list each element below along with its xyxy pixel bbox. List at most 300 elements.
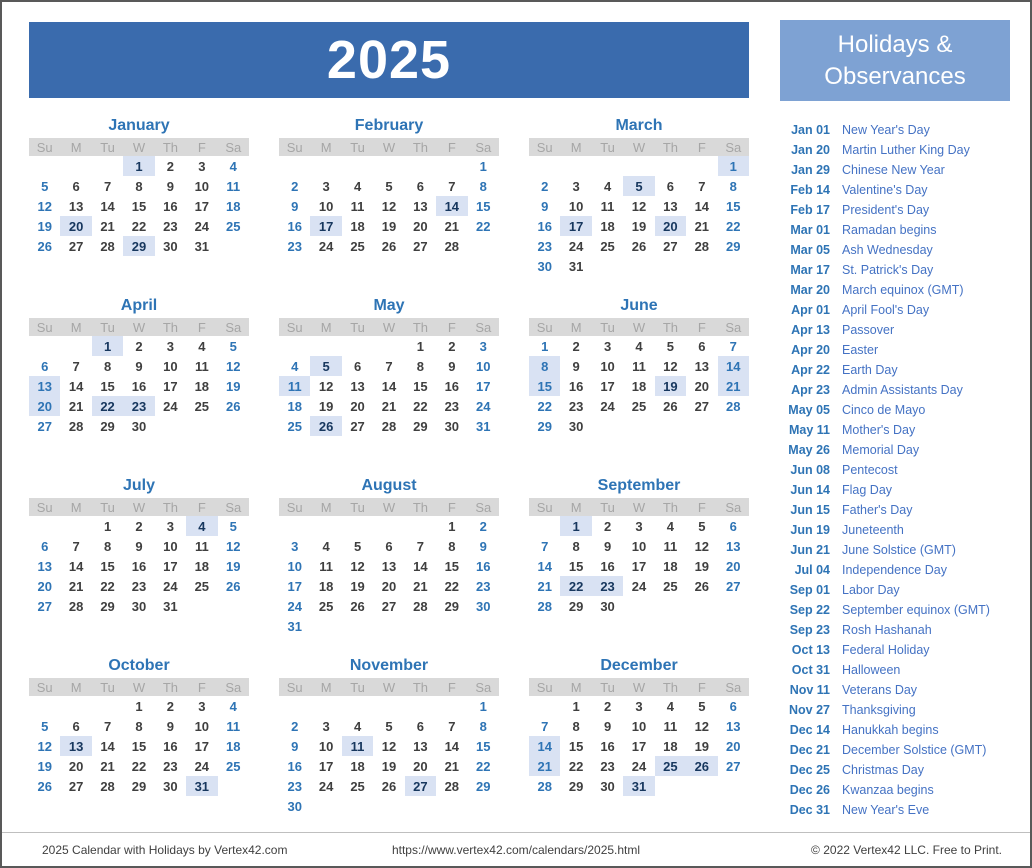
day-cell: 31 bbox=[623, 776, 654, 796]
day-cell-empty bbox=[592, 416, 623, 436]
day-cell: 8 bbox=[135, 718, 143, 734]
holiday-date: Jan 20 bbox=[791, 143, 830, 157]
footer-credit: 2025 Calendar with Holidays by Vertex42.com bbox=[42, 842, 288, 857]
day-cell: 12 bbox=[381, 738, 397, 754]
day-cell: 21 bbox=[537, 578, 552, 594]
day-cell: 31 bbox=[194, 238, 210, 254]
day-cell: 11 bbox=[319, 558, 333, 574]
day-cell: 25 bbox=[655, 756, 686, 776]
holiday-name: New Year's Eve bbox=[842, 803, 930, 817]
day-header: Su bbox=[529, 138, 560, 156]
day-cell: 2 bbox=[166, 158, 175, 174]
day-cell: 26 bbox=[686, 756, 717, 776]
day-cell: 30 bbox=[600, 778, 615, 794]
day-cell: 22 bbox=[476, 218, 491, 234]
day-header: M bbox=[560, 498, 591, 516]
holiday-date: Mar 17 bbox=[790, 263, 830, 277]
day-cell: 2 bbox=[541, 178, 549, 194]
day-cell: 22 bbox=[131, 758, 147, 774]
day-cell: 20 bbox=[413, 218, 428, 234]
day-cell: 29 bbox=[537, 418, 552, 434]
day-cell-empty bbox=[623, 596, 654, 616]
day-cell: 21 bbox=[100, 218, 115, 234]
day-cell: 9 bbox=[166, 178, 175, 194]
day-cell: 26 bbox=[381, 778, 397, 794]
day-header: F bbox=[186, 498, 217, 516]
day-cell: 7 bbox=[416, 538, 425, 554]
day-cell-empty bbox=[529, 696, 560, 716]
day-header: F bbox=[186, 318, 217, 336]
day-header: Tu bbox=[92, 318, 123, 336]
day-cell: 7 bbox=[698, 178, 706, 194]
months-grid bbox=[29, 114, 749, 834]
day-cell: 14 bbox=[529, 736, 560, 756]
holiday-row bbox=[781, 160, 1021, 180]
day-header: Sa bbox=[468, 678, 499, 696]
day-cell: 6 bbox=[72, 718, 80, 734]
day-cell: 25 bbox=[226, 218, 241, 234]
holiday-date: Dec 26 bbox=[789, 783, 830, 797]
day-cell: 1 bbox=[448, 518, 456, 534]
day-cell: 22 bbox=[568, 758, 584, 774]
day-cell-empty bbox=[29, 156, 60, 176]
day-cell: 3 bbox=[572, 178, 580, 194]
day-cell-empty bbox=[436, 616, 467, 636]
day-cell: 20 bbox=[68, 758, 84, 774]
day-cell: 7 bbox=[448, 178, 456, 194]
day-cell: 25 bbox=[194, 398, 210, 414]
day-cell: 19 bbox=[318, 398, 334, 414]
day-cell: 16 bbox=[537, 218, 552, 234]
day-cell: 24 bbox=[318, 238, 334, 254]
day-cell-empty bbox=[186, 596, 217, 616]
day-cell: 17 bbox=[163, 378, 178, 394]
day-cell: 18 bbox=[663, 558, 678, 574]
holiday-row bbox=[781, 140, 1021, 160]
day-cell: 26 bbox=[694, 578, 710, 594]
month-title: January bbox=[108, 117, 170, 134]
day-cell: 24 bbox=[631, 758, 647, 774]
month-february bbox=[279, 114, 499, 294]
holiday-row bbox=[781, 300, 1021, 320]
day-header: W bbox=[373, 498, 404, 516]
day-cell: 4 bbox=[229, 158, 237, 174]
day-header: Sa bbox=[218, 318, 249, 336]
day-cell: 18 bbox=[350, 218, 365, 234]
day-cell: 31 bbox=[568, 258, 584, 274]
day-cell-empty bbox=[60, 516, 91, 536]
day-cell: 4 bbox=[635, 338, 643, 354]
day-cell: 19 bbox=[631, 218, 647, 234]
day-cell: 16 bbox=[600, 738, 615, 754]
holiday-name: Easter bbox=[842, 343, 879, 357]
day-header: Th bbox=[155, 318, 186, 336]
day-cell: 13 bbox=[381, 558, 397, 574]
holiday-list bbox=[781, 120, 1021, 820]
month-title: July bbox=[122, 477, 155, 494]
day-cell: 27 bbox=[726, 578, 741, 594]
day-cell: 5 bbox=[229, 338, 237, 354]
day-cell: 24 bbox=[194, 218, 210, 234]
holiday-row bbox=[781, 620, 1021, 640]
day-cell-empty bbox=[623, 156, 654, 176]
month-august bbox=[279, 474, 499, 654]
holiday-name: June Solstice (GMT) bbox=[842, 543, 956, 557]
day-cell: 8 bbox=[416, 358, 425, 374]
day-header: Su bbox=[529, 498, 560, 516]
day-cell: 2 bbox=[448, 338, 456, 354]
holiday-name: Memorial Day bbox=[842, 443, 920, 457]
day-cell: 22 bbox=[537, 398, 552, 414]
day-cell: 15 bbox=[476, 738, 491, 754]
month-grid bbox=[29, 318, 249, 436]
holiday-date: Oct 13 bbox=[791, 643, 830, 657]
day-header: Su bbox=[279, 678, 310, 696]
day-header: M bbox=[60, 318, 91, 336]
day-cell: 25 bbox=[287, 418, 302, 434]
day-header: Th bbox=[155, 678, 186, 696]
holiday-date: May 26 bbox=[788, 443, 830, 457]
day-cell: 20 bbox=[29, 396, 60, 416]
day-cell: 10 bbox=[163, 358, 178, 374]
day-cell: 23 bbox=[568, 398, 584, 414]
day-header: Tu bbox=[342, 138, 373, 156]
holiday-name: Halloween bbox=[842, 663, 901, 677]
day-header: Tu bbox=[342, 678, 373, 696]
holiday-date: Dec 25 bbox=[789, 763, 830, 777]
month-grid bbox=[529, 138, 749, 276]
month-grid bbox=[29, 138, 249, 256]
day-cell: 10 bbox=[318, 738, 334, 754]
day-cell-empty bbox=[718, 256, 749, 276]
holiday-row bbox=[781, 660, 1021, 680]
day-cell: 14 bbox=[436, 196, 467, 216]
holiday-row bbox=[781, 120, 1021, 140]
holiday-name: Hanukkah begins bbox=[842, 723, 939, 737]
day-header: Th bbox=[405, 138, 436, 156]
day-header: F bbox=[686, 678, 717, 696]
holiday-date: Apr 22 bbox=[791, 363, 830, 377]
holiday-name: Veterans Day bbox=[842, 683, 918, 697]
day-cell: 31 bbox=[186, 776, 217, 796]
holiday-name: President's Day bbox=[842, 203, 930, 217]
day-cell-empty bbox=[655, 156, 686, 176]
holiday-row bbox=[781, 380, 1021, 400]
day-cell: 16 bbox=[287, 758, 302, 774]
day-cell: 5 bbox=[666, 338, 675, 354]
day-cell-empty bbox=[218, 596, 249, 616]
day-cell-empty bbox=[342, 516, 373, 536]
day-header: Th bbox=[155, 138, 186, 156]
day-cell: 7 bbox=[72, 538, 80, 554]
day-cell-empty bbox=[29, 516, 60, 536]
day-cell: 13 bbox=[694, 358, 710, 374]
day-cell-empty bbox=[310, 616, 341, 636]
day-cell: 20 bbox=[413, 758, 428, 774]
day-cell: 17 bbox=[631, 738, 647, 754]
day-cell: 27 bbox=[381, 598, 397, 614]
day-cell: 18 bbox=[350, 758, 365, 774]
day-cell: 8 bbox=[729, 178, 737, 194]
day-cell: 15 bbox=[131, 738, 147, 754]
holiday-row bbox=[781, 340, 1021, 360]
month-november bbox=[279, 654, 499, 834]
day-cell: 30 bbox=[444, 418, 460, 434]
holiday-name: Ramadan begins bbox=[842, 223, 937, 237]
year-banner bbox=[29, 22, 749, 98]
day-cell: 24 bbox=[163, 398, 178, 414]
day-header: Su bbox=[279, 138, 310, 156]
holiday-row bbox=[781, 700, 1021, 720]
day-cell: 21 bbox=[694, 218, 710, 234]
day-cell: 3 bbox=[291, 538, 299, 554]
day-header: M bbox=[560, 138, 591, 156]
day-cell: 30 bbox=[537, 258, 552, 274]
day-cell: 5 bbox=[41, 178, 49, 194]
day-cell: 4 bbox=[322, 538, 330, 554]
holiday-name: Thanksgiving bbox=[842, 703, 916, 717]
day-cell: 18 bbox=[226, 198, 241, 214]
holiday-row bbox=[781, 280, 1021, 300]
day-cell: 30 bbox=[131, 418, 147, 434]
day-cell: 12 bbox=[37, 738, 52, 754]
day-cell-empty bbox=[560, 156, 591, 176]
holiday-date: Dec 14 bbox=[789, 723, 830, 737]
day-cell: 25 bbox=[194, 578, 210, 594]
day-cell: 18 bbox=[318, 578, 334, 594]
day-header: Sa bbox=[218, 498, 249, 516]
day-cell: 16 bbox=[131, 378, 147, 394]
day-header: W bbox=[123, 318, 154, 336]
day-header: Th bbox=[655, 678, 686, 696]
day-cell-empty bbox=[718, 416, 749, 436]
day-cell: 16 bbox=[131, 558, 147, 574]
day-cell: 27 bbox=[68, 778, 84, 794]
day-cell-empty bbox=[279, 696, 310, 716]
holiday-row bbox=[781, 740, 1021, 760]
month-title: November bbox=[349, 657, 429, 674]
day-header: Tu bbox=[592, 498, 623, 516]
day-cell: 14 bbox=[68, 378, 84, 394]
holiday-date: Sep 22 bbox=[789, 603, 830, 617]
day-cell: 18 bbox=[226, 738, 241, 754]
day-cell: 27 bbox=[37, 418, 52, 434]
day-cell: 7 bbox=[103, 178, 112, 194]
day-header: Tu bbox=[92, 138, 123, 156]
day-cell: 27 bbox=[405, 776, 436, 796]
day-cell-empty bbox=[92, 156, 123, 176]
holiday-name: Chinese New Year bbox=[842, 163, 945, 177]
day-cell-empty bbox=[468, 796, 499, 816]
day-cell: 28 bbox=[444, 778, 460, 794]
day-cell: 25 bbox=[350, 238, 365, 254]
day-cell: 9 bbox=[291, 738, 299, 754]
day-cell: 14 bbox=[694, 198, 710, 214]
day-cell: 9 bbox=[541, 198, 549, 214]
day-cell-empty bbox=[186, 416, 217, 436]
day-cell: 5 bbox=[623, 176, 654, 196]
day-cell-empty bbox=[686, 596, 717, 616]
month-december bbox=[529, 654, 749, 834]
day-cell: 20 bbox=[694, 378, 710, 394]
day-cell: 24 bbox=[600, 398, 615, 414]
day-cell: 26 bbox=[226, 578, 241, 594]
day-cell: 6 bbox=[41, 538, 49, 554]
month-october bbox=[29, 654, 249, 834]
holiday-row bbox=[781, 560, 1021, 580]
day-cell: 5 bbox=[385, 718, 393, 734]
day-header: W bbox=[123, 138, 154, 156]
day-cell-empty bbox=[436, 796, 467, 816]
day-cell: 4 bbox=[603, 178, 612, 194]
day-cell-empty bbox=[155, 416, 186, 436]
month-title: October bbox=[108, 657, 170, 674]
month-title: September bbox=[597, 477, 681, 494]
day-cell: 22 bbox=[560, 576, 591, 596]
day-cell: 1 bbox=[479, 698, 487, 714]
day-header: F bbox=[436, 498, 467, 516]
day-cell: 17 bbox=[318, 758, 334, 774]
holiday-date: Apr 20 bbox=[791, 343, 830, 357]
holiday-date: Apr 13 bbox=[791, 323, 830, 337]
day-cell: 20 bbox=[381, 578, 397, 594]
day-cell: 9 bbox=[572, 358, 580, 374]
day-cell: 21 bbox=[413, 578, 428, 594]
day-header: Su bbox=[279, 498, 310, 516]
day-cell-empty bbox=[529, 156, 560, 176]
holiday-row bbox=[781, 240, 1021, 260]
day-cell: 24 bbox=[194, 758, 210, 774]
day-cell-empty bbox=[218, 416, 249, 436]
day-cell: 7 bbox=[72, 358, 80, 374]
day-cell: 14 bbox=[100, 738, 115, 754]
day-cell: 11 bbox=[350, 198, 365, 214]
day-cell: 1 bbox=[718, 156, 749, 176]
day-header: W bbox=[373, 318, 404, 336]
day-cell: 15 bbox=[444, 558, 460, 574]
day-cell: 14 bbox=[444, 738, 460, 754]
day-header: W bbox=[623, 138, 654, 156]
day-cell: 3 bbox=[198, 158, 206, 174]
day-header: Su bbox=[29, 318, 60, 336]
day-cell: 17 bbox=[600, 378, 615, 394]
day-cell: 11 bbox=[632, 358, 646, 374]
day-cell: 6 bbox=[353, 358, 362, 374]
day-cell-empty bbox=[342, 696, 373, 716]
day-header: Su bbox=[29, 678, 60, 696]
month-grid bbox=[529, 318, 749, 436]
holiday-date: Jun 08 bbox=[790, 463, 830, 477]
holiday-name: Mother's Day bbox=[842, 423, 916, 437]
holiday-row bbox=[781, 320, 1021, 340]
day-cell: 30 bbox=[600, 598, 615, 614]
day-cell: 23 bbox=[163, 218, 178, 234]
holiday-row bbox=[781, 600, 1021, 620]
day-cell: 3 bbox=[322, 178, 330, 194]
day-cell-empty bbox=[405, 796, 436, 816]
day-cell-empty bbox=[310, 336, 341, 356]
holiday-row bbox=[781, 540, 1021, 560]
holiday-date: Dec 31 bbox=[789, 803, 830, 817]
day-cell: 4 bbox=[353, 718, 362, 734]
day-cell: 5 bbox=[41, 718, 49, 734]
month-grid bbox=[29, 498, 249, 616]
day-cell: 5 bbox=[698, 518, 706, 534]
day-header: Th bbox=[405, 498, 436, 516]
day-cell: 19 bbox=[350, 578, 365, 594]
day-cell: 6 bbox=[416, 178, 425, 194]
day-cell: 16 bbox=[163, 738, 178, 754]
day-cell-empty bbox=[373, 516, 404, 536]
day-cell: 8 bbox=[135, 178, 143, 194]
day-cell: 18 bbox=[287, 398, 302, 414]
day-header: Tu bbox=[92, 678, 123, 696]
day-cell-empty bbox=[468, 616, 499, 636]
holidays-header-label: Holidays & Observances bbox=[824, 30, 966, 90]
day-cell: 21 bbox=[381, 398, 397, 414]
day-cell: 27 bbox=[37, 598, 52, 614]
day-cell-empty bbox=[655, 416, 686, 436]
day-cell: 1 bbox=[560, 516, 591, 536]
day-header: Sa bbox=[718, 678, 749, 696]
day-header: W bbox=[373, 138, 404, 156]
holiday-date: Jun 21 bbox=[790, 543, 830, 557]
day-header: M bbox=[60, 678, 91, 696]
day-cell: 21 bbox=[68, 398, 84, 414]
day-cell: 22 bbox=[726, 218, 741, 234]
day-cell: 17 bbox=[163, 558, 178, 574]
day-cell: 18 bbox=[194, 558, 210, 574]
day-cell: 29 bbox=[726, 238, 741, 254]
day-cell: 4 bbox=[666, 518, 675, 534]
day-header: F bbox=[686, 318, 717, 336]
day-cell: 8 bbox=[572, 538, 580, 554]
day-cell: 6 bbox=[729, 698, 737, 714]
day-header: M bbox=[310, 138, 341, 156]
holiday-row bbox=[781, 760, 1021, 780]
day-cell: 2 bbox=[135, 338, 143, 354]
day-cell: 24 bbox=[568, 238, 584, 254]
day-cell: 6 bbox=[666, 178, 675, 194]
holiday-name: Labor Day bbox=[842, 583, 900, 597]
day-cell: 26 bbox=[381, 238, 397, 254]
day-header: Th bbox=[405, 678, 436, 696]
holiday-row bbox=[781, 640, 1021, 660]
day-cell: 17 bbox=[631, 558, 647, 574]
day-cell: 6 bbox=[698, 338, 706, 354]
day-cell: 13 bbox=[413, 198, 428, 214]
holiday-name: December Solstice (GMT) bbox=[842, 743, 987, 757]
day-cell-empty bbox=[342, 796, 373, 816]
day-cell: 2 bbox=[166, 698, 175, 714]
month-grid bbox=[279, 678, 499, 816]
month-january bbox=[29, 114, 249, 294]
month-title: December bbox=[600, 657, 678, 674]
day-cell: 15 bbox=[568, 558, 584, 574]
day-header: Sa bbox=[468, 138, 499, 156]
day-cell: 19 bbox=[381, 758, 397, 774]
day-cell: 24 bbox=[287, 598, 302, 614]
day-cell: 25 bbox=[318, 598, 334, 614]
day-cell: 9 bbox=[135, 538, 143, 554]
holiday-name: Pentecost bbox=[842, 463, 898, 477]
day-cell: 3 bbox=[635, 698, 643, 714]
holiday-row bbox=[781, 220, 1021, 240]
holiday-name: April Fool's Day bbox=[842, 303, 930, 317]
day-cell: 26 bbox=[663, 398, 678, 414]
day-cell: 20 bbox=[350, 398, 365, 414]
holiday-name: Father's Day bbox=[842, 503, 913, 517]
